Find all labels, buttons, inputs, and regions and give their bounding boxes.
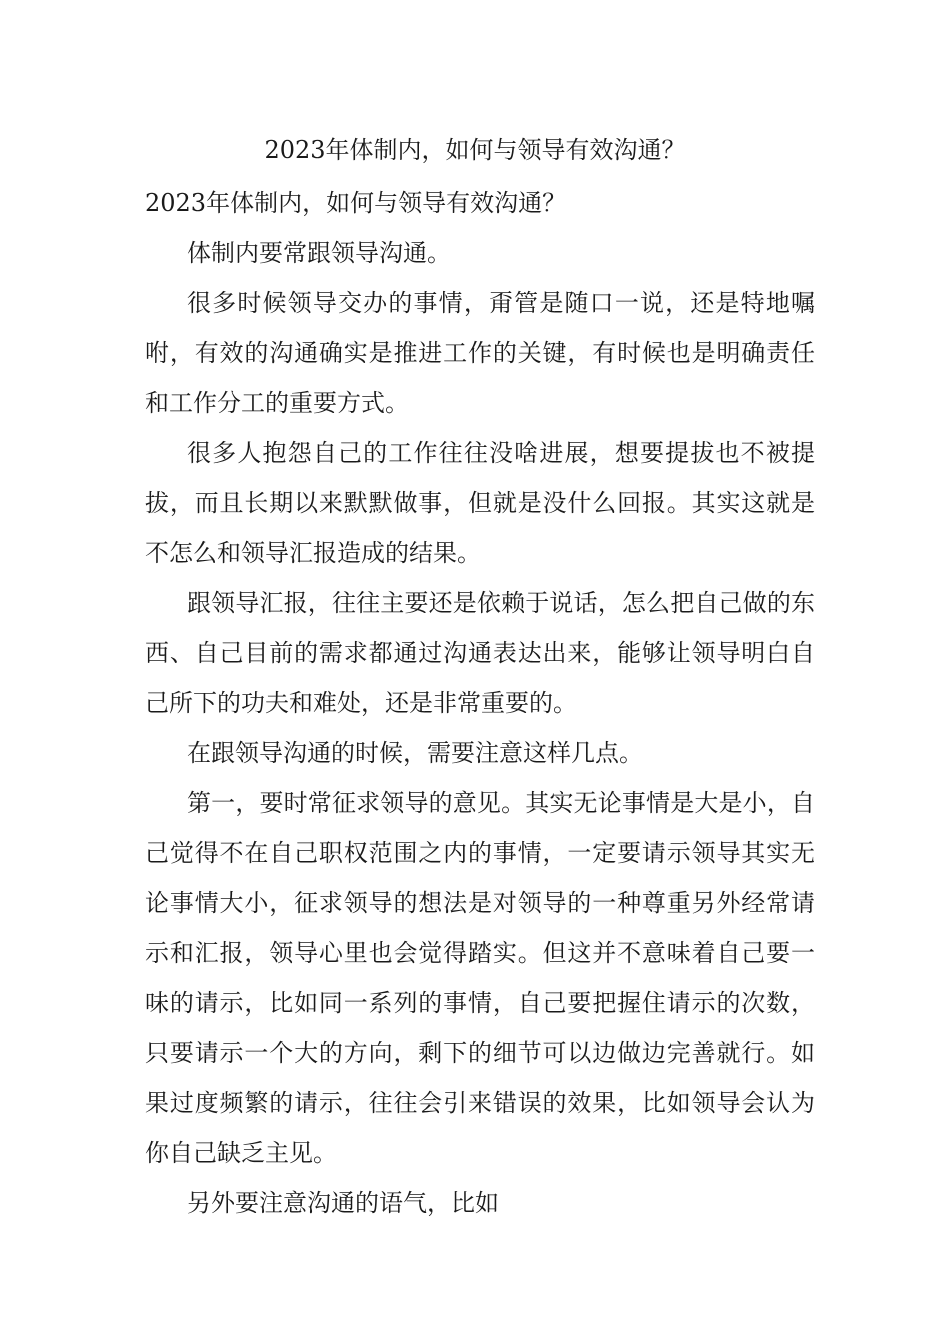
document-body <box>145 178 815 1228</box>
subtitle-paragraph: 2023年体制内，如何与领导有效沟通？ <box>145 189 567 217</box>
body-paragraph: 体制内要常跟领导沟通。 <box>187 239 451 267</box>
body-paragraph: 第一，要时常征求领导的意见。其实无论事情是大是小，自己觉得不在自己职权范围之内的事情，一定要请示领导其实无论事情大小，征求领导的想法是对领导的一种尊重另外经常请示和汇报，领导心里也会觉得踏实。但这并不意味着自己要一味的请示，比如同一系列的事情，自己要把握住请示的次数，只要请示一个大的方向，剩下的细节可以边做边完善就行。如果过度频繁的请示，往往会引来错误的效果，比如领导会认为你自己缺乏主见。 <box>145 789 815 1167</box>
body-paragraph: 另外要注意沟通的语气，比如 <box>187 1189 499 1217</box>
body-paragraph: 很多人抱怨自己的工作往往没啥进展，想要提拔也不被提拔，而且长期以来默默做事，但就是没什么回报。其实这就是不怎么和领导汇报造成的结果。 <box>145 439 815 567</box>
body-paragraph: 很多时候领导交办的事情，甭管是随口一说，还是特地嘱咐，有效的沟通确实是推进工作的关键，有时候也是明确责任和工作分工的重要方式。 <box>145 289 815 417</box>
body-paragraph: 跟领导汇报，往往主要还是依赖于说话，怎么把自己做的东西、自己目前的需求都通过沟通表达出来，能够让领导明白自己所下的功夫和难处，还是非常重要的。 <box>145 589 815 717</box>
body-paragraph: 在跟领导沟通的时候，需要注意这样几点。 <box>187 739 643 767</box>
document-title: 2023年体制内，如何与领导有效沟通？ <box>264 136 686 164</box>
